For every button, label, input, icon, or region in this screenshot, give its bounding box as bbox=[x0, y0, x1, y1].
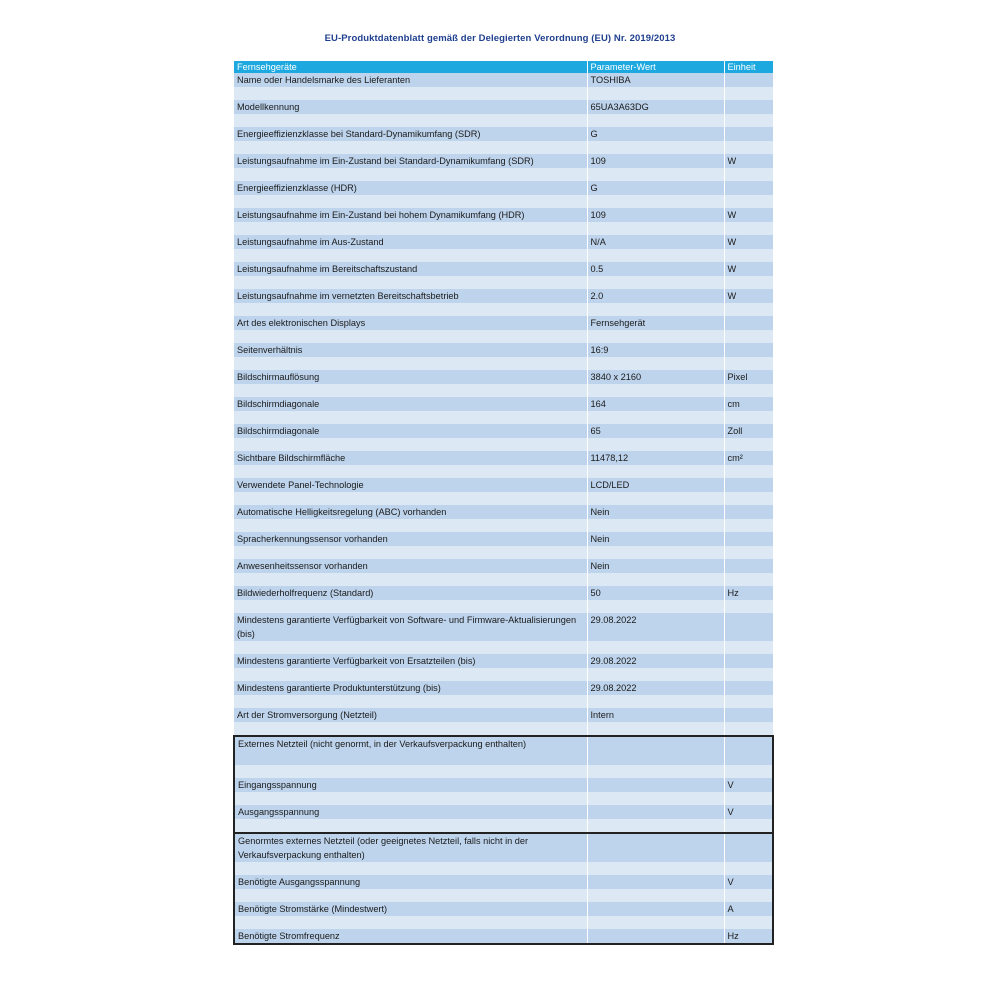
table-row bbox=[234, 559, 773, 573]
spacer-row bbox=[234, 168, 773, 181]
parameter-label: Bildschirmauflösung bbox=[234, 370, 587, 384]
table-row bbox=[234, 235, 773, 249]
parameter-value bbox=[587, 805, 724, 819]
table-row bbox=[234, 929, 773, 944]
parameter-value: 2.0 bbox=[587, 289, 724, 303]
parameter-value bbox=[587, 902, 724, 916]
parameter-unit bbox=[724, 532, 773, 546]
parameter-label: Modellkennung bbox=[234, 100, 587, 114]
parameter-value: 50 bbox=[587, 586, 724, 600]
parameter-label: Leistungsaufnahme im Ein-Zustand bei hohem Dynamikumfang (HDR) bbox=[234, 208, 587, 222]
parameter-unit bbox=[724, 613, 773, 641]
parameter-label: Eingangsspannung bbox=[234, 778, 587, 792]
table-header-row bbox=[234, 61, 773, 73]
parameter-unit: V bbox=[724, 778, 773, 792]
spacer-row bbox=[234, 722, 773, 736]
table-row bbox=[234, 370, 773, 384]
spacer-row bbox=[234, 765, 773, 778]
table-row bbox=[234, 289, 773, 303]
spacer-row bbox=[234, 792, 773, 805]
parameter-unit: W bbox=[724, 262, 773, 276]
parameter-label: Benötigte Stromfrequenz bbox=[234, 929, 587, 944]
table-row bbox=[234, 902, 773, 916]
parameter-label: Leistungsaufnahme im Aus-Zustand bbox=[234, 235, 587, 249]
table-row bbox=[234, 181, 773, 195]
spacer-row bbox=[234, 141, 773, 154]
header-unit: Einheit bbox=[724, 61, 773, 73]
parameter-unit: Hz bbox=[724, 929, 773, 944]
parameter-label: Name oder Handelsmarke des Lieferanten bbox=[234, 73, 587, 87]
parameter-label: Leistungsaufnahme im vernetzten Bereitschaftsbetrieb bbox=[234, 289, 587, 303]
parameter-unit bbox=[724, 127, 773, 141]
parameter-label: Leistungsaufnahme im Ein-Zustand bei Standard-Dynamikumfang (SDR) bbox=[234, 154, 587, 168]
parameter-unit: W bbox=[724, 235, 773, 249]
spacer-row bbox=[234, 519, 773, 532]
table-row bbox=[234, 708, 773, 722]
table-row bbox=[234, 127, 773, 141]
parameter-unit: Pixel bbox=[724, 370, 773, 384]
table-row bbox=[234, 316, 773, 330]
product-datasheet-table bbox=[233, 61, 774, 945]
section-heading: Externes Netzteil (nicht genormt, in der Verkaufsverpackung enthalten) bbox=[234, 736, 587, 765]
parameter-value: 29.08.2022 bbox=[587, 654, 724, 668]
spacer-row bbox=[234, 573, 773, 586]
spacer-row bbox=[234, 411, 773, 424]
spacer-row bbox=[234, 465, 773, 478]
spacer-row bbox=[234, 862, 773, 875]
table-row bbox=[234, 681, 773, 695]
table-row bbox=[234, 154, 773, 168]
parameter-unit: Hz bbox=[724, 586, 773, 600]
table-row bbox=[234, 613, 773, 641]
parameter-unit bbox=[724, 73, 773, 87]
parameter-label: Anwesenheitssensor vorhanden bbox=[234, 559, 587, 573]
parameter-label: Benötigte Ausgangsspannung bbox=[234, 875, 587, 889]
parameter-value bbox=[587, 875, 724, 889]
parameter-value: 164 bbox=[587, 397, 724, 411]
spacer-row bbox=[234, 889, 773, 902]
parameter-unit bbox=[724, 316, 773, 330]
header-parameter-value: Parameter-Wert bbox=[587, 61, 724, 73]
spacer-row bbox=[234, 384, 773, 397]
parameter-label: Automatische Helligkeitsregelung (ABC) vorhanden bbox=[234, 505, 587, 519]
section-heading-row bbox=[234, 736, 773, 765]
parameter-unit bbox=[724, 681, 773, 695]
table-row bbox=[234, 100, 773, 114]
parameter-value: N/A bbox=[587, 235, 724, 249]
parameter-unit bbox=[724, 559, 773, 573]
spacer-row bbox=[234, 819, 773, 833]
table-row bbox=[234, 424, 773, 438]
parameter-unit: V bbox=[724, 875, 773, 889]
parameter-value: 29.08.2022 bbox=[587, 613, 724, 641]
parameter-label: Bildwiederholfrequenz (Standard) bbox=[234, 586, 587, 600]
section-heading-row bbox=[234, 833, 773, 862]
parameter-value: G bbox=[587, 181, 724, 195]
table-row bbox=[234, 532, 773, 546]
spacer-row bbox=[234, 492, 773, 505]
parameter-value: 109 bbox=[587, 154, 724, 168]
parameter-unit: cm² bbox=[724, 451, 773, 465]
table-row bbox=[234, 586, 773, 600]
parameter-unit: W bbox=[724, 154, 773, 168]
parameter-value: LCD/LED bbox=[587, 478, 724, 492]
parameter-label: Energieeffizienzklasse (HDR) bbox=[234, 181, 587, 195]
parameter-label: Benötigte Stromstärke (Mindestwert) bbox=[234, 902, 587, 916]
parameter-label: Verwendete Panel-Technologie bbox=[234, 478, 587, 492]
spacer-row bbox=[234, 330, 773, 343]
table-row bbox=[234, 778, 773, 792]
parameter-label: Bildschirmdiagonale bbox=[234, 424, 587, 438]
parameter-label: Energieeffizienzklasse bei Standard-Dynamikumfang (SDR) bbox=[234, 127, 587, 141]
spacer-row bbox=[234, 546, 773, 559]
parameter-value: G bbox=[587, 127, 724, 141]
spacer-row bbox=[234, 222, 773, 235]
table-row bbox=[234, 451, 773, 465]
parameter-value: Nein bbox=[587, 559, 724, 573]
table-row bbox=[234, 343, 773, 357]
parameter-label: Mindestens garantierte Produktunterstützung (bis) bbox=[234, 681, 587, 695]
parameter-value: 65 bbox=[587, 424, 724, 438]
parameter-value: TOSHIBA bbox=[587, 73, 724, 87]
parameter-label: Seitenverhältnis bbox=[234, 343, 587, 357]
spacer-row bbox=[234, 114, 773, 127]
parameter-label: Spracherkennungssensor vorhanden bbox=[234, 532, 587, 546]
spacer-row bbox=[234, 195, 773, 208]
parameter-unit bbox=[724, 708, 773, 722]
parameter-unit: A bbox=[724, 902, 773, 916]
parameter-unit: Zoll bbox=[724, 424, 773, 438]
spacer-row bbox=[234, 276, 773, 289]
parameter-label: Mindestens garantierte Verfügbarkeit von Ersatzteilen (bis) bbox=[234, 654, 587, 668]
parameter-value: 65UA3A63DG bbox=[587, 100, 724, 114]
document-title: EU-Produktdatenblatt gemäß der Delegierten Verordnung (EU) Nr. 2019/2013 bbox=[324, 33, 676, 44]
parameter-value: 3840 x 2160 bbox=[587, 370, 724, 384]
parameter-label: Bildschirmdiagonale bbox=[234, 397, 587, 411]
parameter-value: Nein bbox=[587, 505, 724, 519]
spacer-row bbox=[234, 357, 773, 370]
parameter-unit bbox=[724, 478, 773, 492]
parameter-label: Ausgangsspannung bbox=[234, 805, 587, 819]
header-category: Fernsehgeräte bbox=[234, 61, 587, 73]
parameter-unit: V bbox=[724, 805, 773, 819]
parameter-value: Intern bbox=[587, 708, 724, 722]
table-row bbox=[234, 397, 773, 411]
parameter-unit bbox=[724, 343, 773, 357]
parameter-label: Sichtbare Bildschirmfläche bbox=[234, 451, 587, 465]
parameter-value: Nein bbox=[587, 532, 724, 546]
parameter-label: Art der Stromversorgung (Netzteil) bbox=[234, 708, 587, 722]
spacer-row bbox=[234, 438, 773, 451]
parameter-label: Leistungsaufnahme im Bereitschaftszustand bbox=[234, 262, 587, 276]
table-row bbox=[234, 654, 773, 668]
spacer-row bbox=[234, 249, 773, 262]
parameter-value: 109 bbox=[587, 208, 724, 222]
spacer-row bbox=[234, 641, 773, 654]
spacer-row bbox=[234, 916, 773, 929]
spacer-row bbox=[234, 87, 773, 100]
parameter-label: Art des elektronischen Displays bbox=[234, 316, 587, 330]
parameter-unit bbox=[724, 181, 773, 195]
parameter-unit: W bbox=[724, 289, 773, 303]
parameter-value bbox=[587, 929, 724, 944]
spacer-row bbox=[234, 668, 773, 681]
parameter-unit bbox=[724, 100, 773, 114]
table-row bbox=[234, 805, 773, 819]
section-heading: Genormtes externes Netzteil (oder geeignetes Netzteil, falls nicht in der Verkaufsverpackung enthalten) bbox=[234, 833, 587, 862]
parameter-unit bbox=[724, 654, 773, 668]
parameter-value: 11478,12 bbox=[587, 451, 724, 465]
table-row bbox=[234, 262, 773, 276]
parameter-value: 16:9 bbox=[587, 343, 724, 357]
parameter-unit: cm bbox=[724, 397, 773, 411]
parameter-label: Mindestens garantierte Verfügbarkeit von Software- und Firmware-Aktualisierungen (bis) bbox=[234, 613, 587, 641]
table-row bbox=[234, 875, 773, 889]
spacer-row bbox=[234, 695, 773, 708]
parameter-value bbox=[587, 778, 724, 792]
table-row bbox=[234, 505, 773, 519]
parameter-value: Fernsehgerät bbox=[587, 316, 724, 330]
table-row bbox=[234, 73, 773, 87]
table-row bbox=[234, 208, 773, 222]
spacer-row bbox=[234, 303, 773, 316]
table-row bbox=[234, 478, 773, 492]
parameter-value: 29.08.2022 bbox=[587, 681, 724, 695]
parameter-unit bbox=[724, 505, 773, 519]
parameter-unit: W bbox=[724, 208, 773, 222]
parameter-value: 0.5 bbox=[587, 262, 724, 276]
spacer-row bbox=[234, 600, 773, 613]
